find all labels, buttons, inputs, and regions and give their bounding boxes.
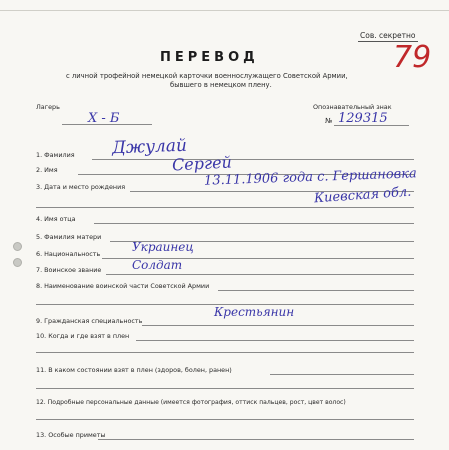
field-nationality-label: 6. Национальность [36,250,101,258]
field-name-label: 2. Имя [36,166,58,174]
field-surname-line [92,159,414,160]
field-profession-line [142,325,414,326]
field-captured-line [136,340,414,341]
scan-top-edge [0,0,449,11]
id-tag-prefix: № [325,117,333,125]
field-condition-label: 11. В каком состоянии взят в плен (здоров, болен, ранен) [36,366,232,374]
field-name-value: Сергей [171,152,233,175]
field-birth-line2 [36,207,414,208]
field-birth-value2: Киевская обл. [313,184,412,207]
field-rank-label: 7. Воинское звание [36,266,102,274]
document-subtitle-line2: бывшего в немецком плену. [170,81,272,89]
field-surname-label: 1. Фамилия [36,151,75,159]
document-title: ПЕРЕВОД [160,50,259,65]
id-tag-label: Опознавательный знак [313,103,392,111]
field-unit-label: 8. Наименование воинской части Советской Армии [36,282,210,290]
camp-value: Х - Б [88,111,120,126]
id-tag-value: 129315 [338,111,388,126]
page-number: 79 [393,40,432,75]
field-captured-line2 [36,352,414,353]
field-profession-label: 9. Гражданская специальность [36,317,143,325]
field-details-label: 12. Подробные персональные данные (имеется фотография, оттиск пальцев, рост, цвет волос) [36,399,346,406]
field-birth-label: 3. Дата и место рождения [36,183,126,191]
field-unit-line [218,290,414,291]
field-marks-line [98,439,414,440]
field-condition-line2 [36,388,414,389]
field-mother-label: 5. Фамилия матери [36,233,102,241]
field-marks-label: 13. Особые приметы [36,431,106,439]
binding-hole-top [13,242,22,251]
field-condition-line [270,374,414,375]
field-profession-value: Крестьянин [214,305,295,319]
field-father-label: 4. Имя отца [36,215,76,223]
field-details-line [36,419,414,420]
field-father-line [94,223,414,224]
field-rank-value: Солдат [132,258,183,272]
camp-label: Лагерь [36,103,60,111]
field-birth-value: 13.11.1906 года с. Гершановка [203,166,417,189]
field-nationality-value: Украинец [132,240,194,254]
binding-hole-bottom [13,258,22,267]
field-captured-label: 10. Когда и где взят в плен [36,332,130,340]
field-rank-line [106,274,414,275]
document-subtitle-line1: с личной трофейной немецкой карточки военнослужащего Советской Армии, [66,72,348,80]
secret-stamp: Сов. секретно [360,31,416,40]
field-surname-value: Джулай [111,135,188,159]
